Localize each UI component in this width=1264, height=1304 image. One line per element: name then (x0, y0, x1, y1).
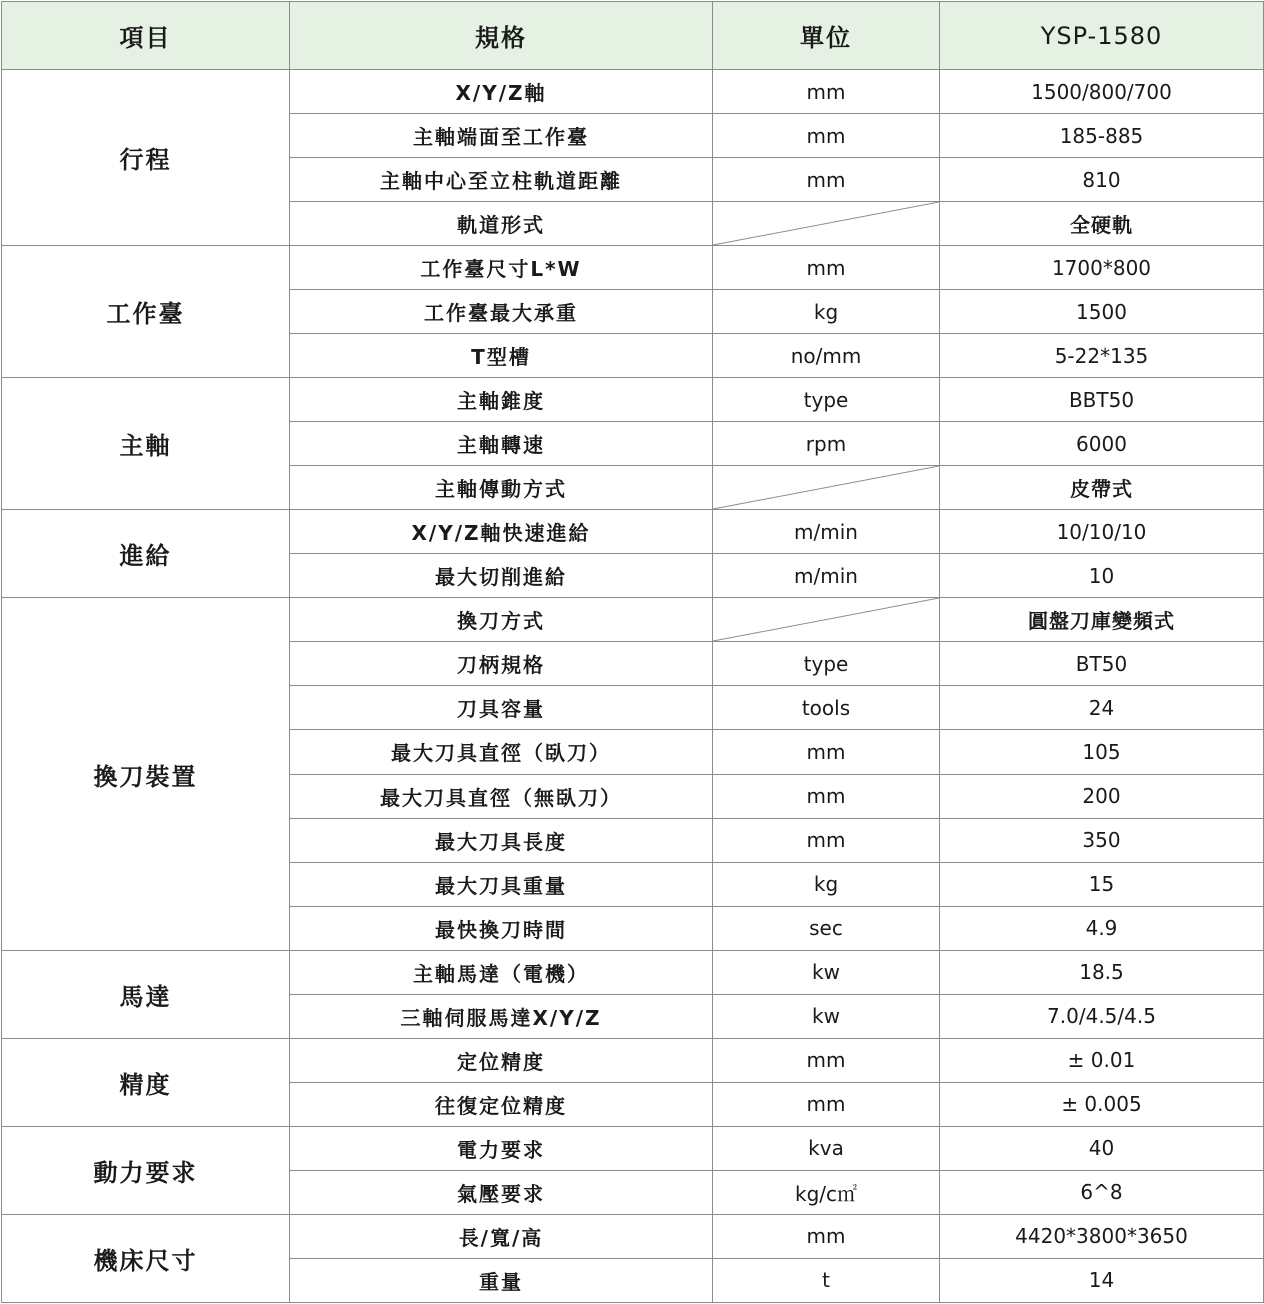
unit-cell: mm (713, 730, 940, 774)
value-cell: ± 0.005 (940, 1082, 1264, 1126)
spec-cell: 工作臺最大承重 (290, 290, 713, 334)
group-label: 工作臺 (2, 246, 290, 378)
value-cell: 24 (940, 686, 1264, 730)
spec-cell: 長/寬/高 (290, 1214, 713, 1258)
spec-cell: 主軸轉速 (290, 422, 713, 466)
unit-cell: kg (713, 290, 940, 334)
table-row (2, 70, 1264, 114)
spec-cell: 定位精度 (290, 1038, 713, 1082)
header-model: YSP-1580 (940, 2, 1264, 70)
spec-cell: 主軸端面至工作臺 (290, 114, 713, 158)
value-cell: 全硬軌 (940, 202, 1264, 246)
unit-cell: mm (713, 70, 940, 114)
group-label: 機床尺寸 (2, 1214, 290, 1302)
spec-cell: 最大刀具直徑（無臥刀） (290, 774, 713, 818)
group-label: 行程 (2, 70, 290, 246)
value-cell: 5-22*135 (940, 334, 1264, 378)
unit-cell: sec (713, 906, 940, 950)
value-cell: 18.5 (940, 950, 1264, 994)
unit-cell: m/min (713, 554, 940, 598)
spec-cell: 往復定位精度 (290, 1082, 713, 1126)
unit-cell: kw (713, 950, 940, 994)
unit-cell: rpm (713, 422, 940, 466)
spec-cell: X/Y/Z軸 (290, 70, 713, 114)
value-cell: 1500/800/700 (940, 70, 1264, 114)
table-row (2, 1038, 1264, 1082)
spec-cell: 工作臺尺寸L*W (290, 246, 713, 290)
spec-cell: 換刀方式 (290, 598, 713, 642)
value-cell: 1500 (940, 290, 1264, 334)
value-cell: 4.9 (940, 906, 1264, 950)
unit-cell: type (713, 378, 940, 422)
table-row (2, 598, 1264, 642)
unit-cell: kg (713, 862, 940, 906)
spec-body (2, 70, 1264, 1303)
group-label: 換刀裝置 (2, 598, 290, 950)
group-label: 進給 (2, 510, 290, 598)
spec-cell: 電力要求 (290, 1126, 713, 1170)
unit-cell: tools (713, 686, 940, 730)
spec-cell: 刀具容量 (290, 686, 713, 730)
unit-cell: mm (713, 1038, 940, 1082)
header-item: 項目 (2, 2, 290, 70)
unit-cell: mm (713, 114, 940, 158)
unit-cell-empty (713, 466, 940, 510)
table-row (2, 378, 1264, 422)
table-row (2, 1214, 1264, 1258)
value-cell: BBT50 (940, 378, 1264, 422)
spec-cell: 氣壓要求 (290, 1170, 713, 1214)
value-cell: 4420*3800*3650 (940, 1214, 1264, 1258)
unit-cell: mm (713, 158, 940, 202)
spec-cell: 主軸錐度 (290, 378, 713, 422)
header-unit: 單位 (713, 2, 940, 70)
diagonal-slash (713, 598, 939, 641)
value-cell: 350 (940, 818, 1264, 862)
spec-cell: 最大刀具直徑（臥刀） (290, 730, 713, 774)
value-cell: 14 (940, 1258, 1264, 1302)
unit-cell: mm (713, 1214, 940, 1258)
diagonal-slash (713, 466, 939, 509)
unit-cell: mm (713, 1082, 940, 1126)
value-cell: 810 (940, 158, 1264, 202)
header-spec: 規格 (290, 2, 713, 70)
unit-cell: mm (713, 774, 940, 818)
value-cell: 40 (940, 1126, 1264, 1170)
spec-cell: 刀柄規格 (290, 642, 713, 686)
value-cell: 105 (940, 730, 1264, 774)
value-cell: 15 (940, 862, 1264, 906)
value-cell: ± 0.01 (940, 1038, 1264, 1082)
unit-cell: kva (713, 1126, 940, 1170)
table-row (2, 950, 1264, 994)
unit-cell: mm (713, 818, 940, 862)
unit-cell-empty (713, 202, 940, 246)
value-cell: 圓盤刀庫變頻式 (940, 598, 1264, 642)
value-cell: BT50 (940, 642, 1264, 686)
unit-cell: type (713, 642, 940, 686)
spec-cell: 最快換刀時間 (290, 906, 713, 950)
spec-cell: X/Y/Z軸快速進給 (290, 510, 713, 554)
spec-cell: 重量 (290, 1258, 713, 1302)
value-cell: 10 (940, 554, 1264, 598)
value-cell: 185-885 (940, 114, 1264, 158)
spec-cell: 最大刀具長度 (290, 818, 713, 862)
value-cell: 7.0/4.5/4.5 (940, 994, 1264, 1038)
value-cell: 1700*800 (940, 246, 1264, 290)
value-cell: 6^8 (940, 1170, 1264, 1214)
spec-cell: 軌道形式 (290, 202, 713, 246)
value-cell: 10/10/10 (940, 510, 1264, 554)
group-label: 動力要求 (2, 1126, 290, 1214)
table-row (2, 510, 1264, 554)
value-cell: 皮帶式 (940, 466, 1264, 510)
unit-cell: no/mm (713, 334, 940, 378)
spec-cell: 主軸傳動方式 (290, 466, 713, 510)
unit-cell: kw (713, 994, 940, 1038)
spec-cell: 主軸馬達（電機） (290, 950, 713, 994)
spec-cell: T型槽 (290, 334, 713, 378)
spec-table (1, 1, 1264, 1303)
value-cell: 200 (940, 774, 1264, 818)
unit-cell: kg/c㎡ (713, 1170, 940, 1214)
table-row (2, 246, 1264, 290)
spec-cell: 最大切削進給 (290, 554, 713, 598)
group-label: 精度 (2, 1038, 290, 1126)
table-row (2, 1126, 1264, 1170)
diagonal-slash (713, 202, 939, 245)
header-row (2, 2, 1264, 70)
unit-cell: t (713, 1258, 940, 1302)
group-label: 主軸 (2, 378, 290, 510)
spec-cell: 主軸中心至立柱軌道距離 (290, 158, 713, 202)
unit-cell: mm (713, 246, 940, 290)
unit-cell: m/min (713, 510, 940, 554)
value-cell: 6000 (940, 422, 1264, 466)
spec-cell: 最大刀具重量 (290, 862, 713, 906)
unit-cell-empty (713, 598, 940, 642)
group-label: 馬達 (2, 950, 290, 1038)
spec-cell: 三軸伺服馬達X/Y/Z (290, 994, 713, 1038)
